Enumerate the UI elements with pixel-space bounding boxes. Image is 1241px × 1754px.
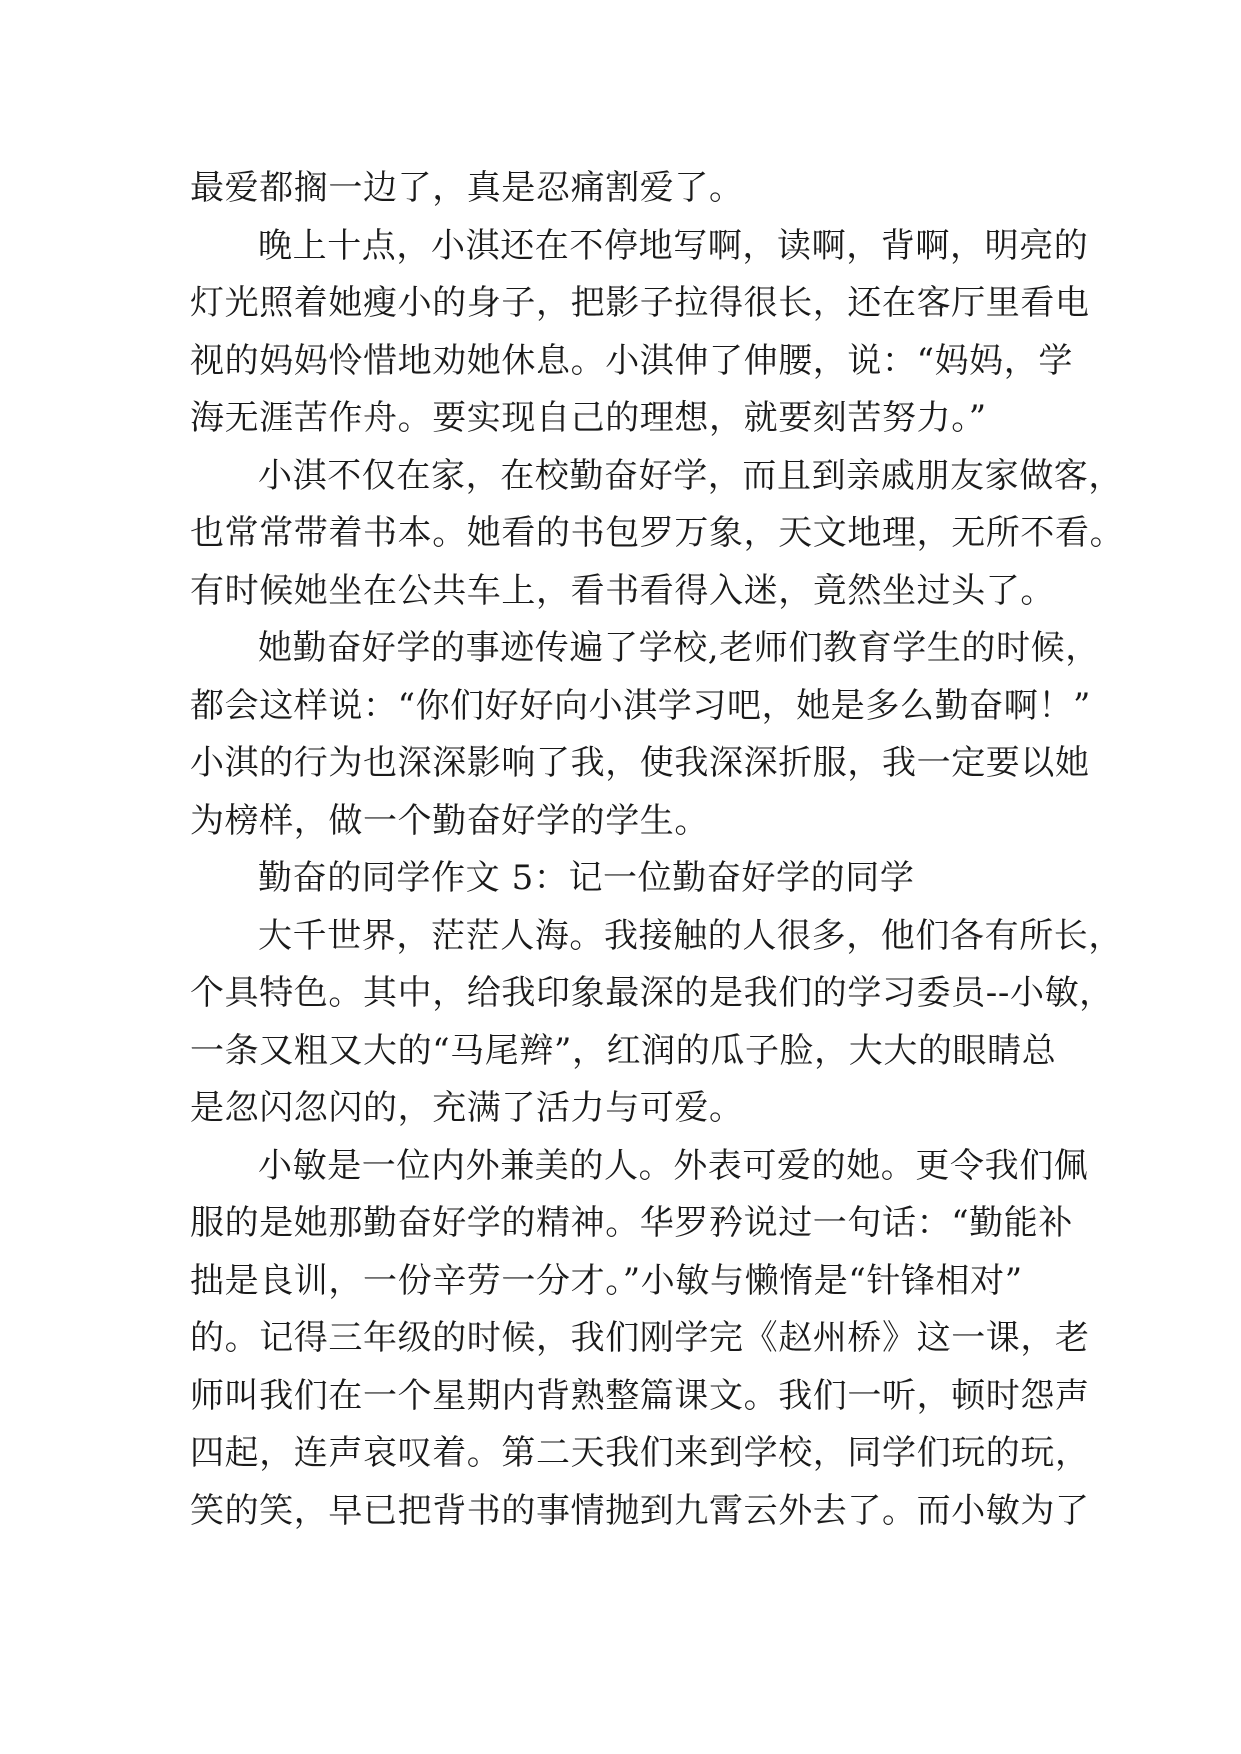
text-line: 笑的笑，早已把背书的事情抛到九霄云外去了。而小敏为了 [190,1490,1090,1531]
text-line: 视的妈妈怜惜地劝她休息。小淇伸了伸腰，说：“妈妈，学 [190,340,1073,381]
text-line: 大千世界，茫茫人海。我接触的人很多，他们各有所长， [258,915,1123,956]
text-line: 她勤奋好学的事迹传遍了学校,老师们教育学生的时候， [258,628,1100,668]
text-line: 灯光照着她瘦小的身子，把影子拉得很长，还在客厅里看电 [190,283,1090,323]
text-line: 师叫我们在一个星期内背熟整篇课文。我们一听，顿时怨声 [190,1375,1090,1416]
text-line: 拙是良训，一份辛劳一分才。”小敏与懒惰是“针锋相对” [190,1260,1023,1301]
text-line: 也常常带着书本。她看的书包罗万象，天文地理，无所不看。 [190,513,1125,553]
text-line: 海无涯苦作舟。要实现自己的理想，就要刻苦努力。” [190,398,987,438]
text-line: 服的是她那勤奋好学的精神。华罗矜说过一句话：“勤能补 [190,1203,1073,1243]
text-line: 四起，连声哀叹着。第二天我们来到学校，同学们玩的玩， [190,1433,1090,1473]
text-line: 最爱都搁一边了，真是忍痛割爱了。 [190,168,744,208]
text-line: 是忽闪忽闪的，充满了活力与可爱。 [190,1088,744,1128]
text-line: 小淇的行为也深深影响了我，使我深深折服，我一定要以她 [190,743,1090,783]
text-line: 小淇不仅在家，在校勤奋好学，而且到亲戚朋友家做客， [258,455,1123,496]
text-line: 都会这样说：“你们好好向小淇学习吧，她是多么勤奋啊！” [190,685,1091,726]
text-line: 为榜样，做一个勤奋好学的学生。 [190,800,709,841]
text-line: 有时候她坐在公共车上，看书看得入迷，竟然坐过头了。 [190,570,1055,611]
text-line: 一条又粗又大的“马尾辫”，红润的瓜子脸，大大的眼睛总 [190,1030,1057,1071]
text-line: 个具特色。其中，给我印象最深的是我们的学习委员--小敏， [190,973,1114,1013]
section-heading: 勤奋的同学作文 5：记一位勤奋好学的同学 [258,858,915,898]
text-line: 小敏是一位内外兼美的人。外表可爱的她。更令我们佩 [258,1145,1089,1186]
body-text [190,160,1125,1540]
text-line: 的。记得三年级的时候，我们刚学完《赵州桥》这一课，老 [190,1318,1090,1358]
text-line: 晚上十点，小淇还在不停地写啊，读啊，背啊，明亮的 [258,225,1089,266]
